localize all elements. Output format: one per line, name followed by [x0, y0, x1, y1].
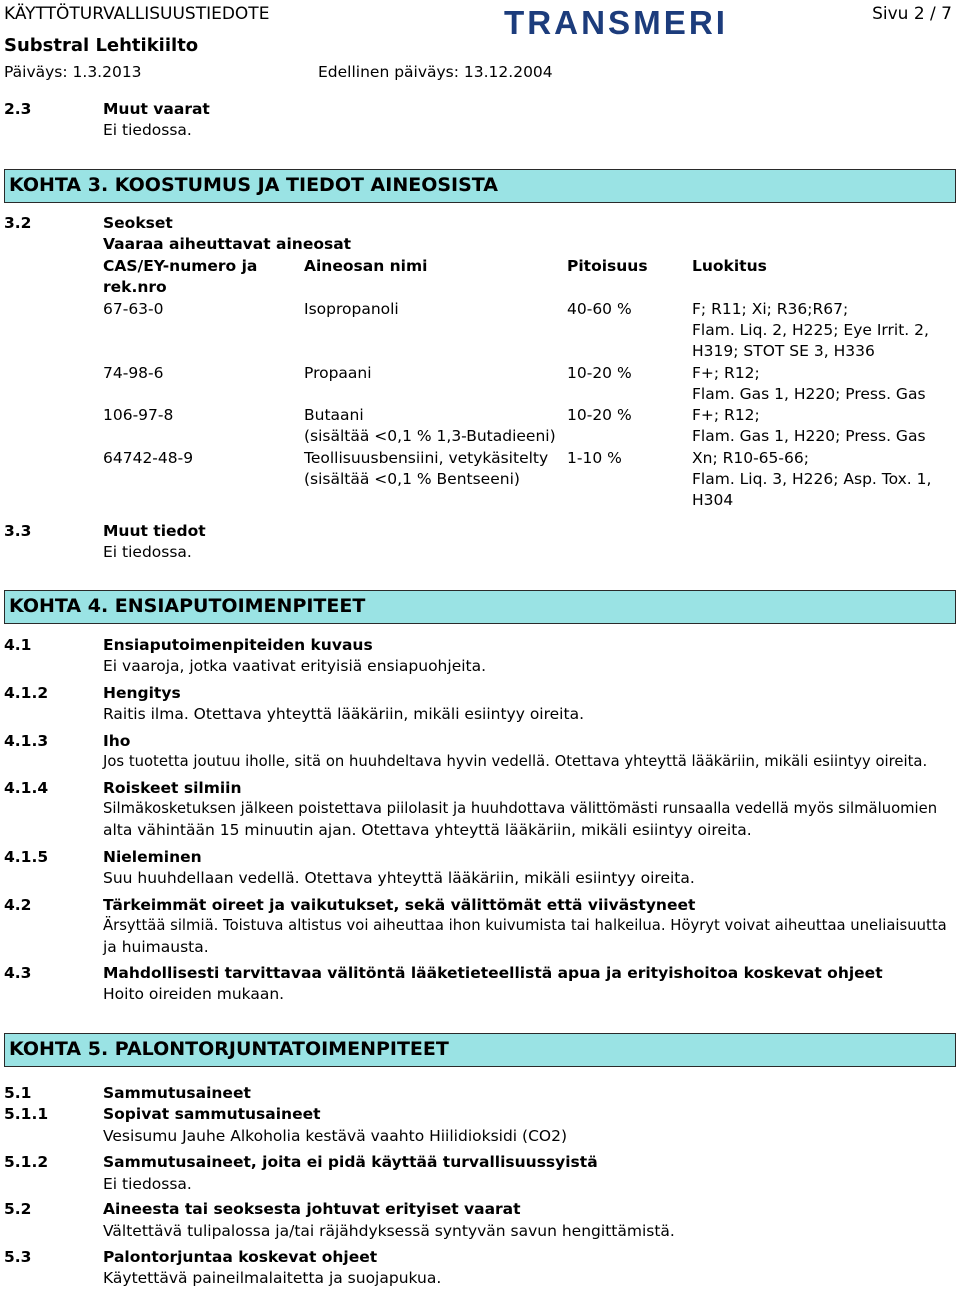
section-number: 4.1.5: [4, 848, 49, 866]
classification: F; R11; Xi; R36;R67;: [692, 300, 849, 318]
section-title: Sammutusaineet, joita ei pidä käyttää turvallisuussyistä: [103, 1153, 598, 1171]
ingredient-name: Propaani: [304, 364, 372, 382]
col-header-concentration: Pitoisuus: [567, 257, 648, 275]
col-header-name: Aineosan nimi: [304, 257, 428, 275]
section-text: Vesisumu Jauhe Alkoholia kestävä vaahto Hiilidioksidi (CO2): [103, 1127, 568, 1145]
section-text: Hoito oireiden mukaan.: [103, 985, 285, 1003]
section-number: 3.3: [4, 522, 32, 540]
section-text: Vältettävä tulipalossa ja/tai räjähdyksessä syntyvän savun hengittämistä.: [103, 1222, 675, 1240]
col-header-cas-2: rek.nro: [103, 278, 167, 296]
classification: Flam. Liq. 2, H225; Eye Irrit. 2,: [692, 321, 929, 339]
ingredient-note: (sisältää <0,1 % 1,3-Butadieeni): [304, 427, 556, 445]
classification: Xn; R10-65-66;: [692, 449, 809, 467]
section-text: Ei vaaroja, jotka vaativat erityisiä ensiapuohjeita.: [103, 657, 487, 675]
section-title: Seokset: [103, 214, 173, 232]
section-number: 4.3: [4, 964, 32, 982]
section-5-heading: KOHTA 5. PALONTORJUNTATOIMENPITEET: [9, 1038, 449, 1060]
transmeri-logo: [502, 4, 730, 40]
section-text: Jos tuotetta joutuu iholle, sitä on huuhdeltava hyvin vedellä. Otettava yhteyttä lääkäriin, mikäli esiintyy oireita.: [103, 753, 928, 770]
col-header-cas: CAS/EY-numero ja: [103, 257, 258, 275]
section-title: Iho: [103, 732, 131, 750]
section-5-heading-bar: [4, 1033, 956, 1067]
section-text: alta vähintään 15 minuutin ajan. Otettava yhteyttä lääkäriin, mikäli esiintyy oireita.: [103, 821, 752, 839]
cas-number: 74-98-6: [103, 364, 164, 382]
section-title: Ensiaputoimenpiteiden kuvaus: [103, 636, 373, 654]
previous-date: Edellinen päiväys: 13.12.2004: [318, 63, 553, 81]
concentration: 1-10 %: [567, 449, 622, 467]
section-title: Roiskeet silmiin: [103, 779, 242, 797]
section-number: 3.2: [4, 214, 32, 232]
section-number: 4.1.2: [4, 684, 49, 702]
section-number: 5.3: [4, 1248, 32, 1266]
section-title: Aineesta tai seoksesta johtuvat erityiset vaarat: [103, 1200, 521, 1218]
section-subtitle: Vaaraa aiheuttavat aineosat: [103, 235, 352, 253]
section-text: Ei tiedossa.: [103, 121, 192, 139]
section-number: 5.1.2: [4, 1153, 49, 1171]
classification: F+; R12;: [692, 406, 760, 424]
transmeri-logo-text: TRANSMERI: [504, 4, 728, 40]
classification: Flam. Gas 1, H220; Press. Gas: [692, 427, 926, 445]
section-title: Muut vaarat: [103, 100, 210, 118]
section-text: Silmäkosketuksen jälkeen poistettava piilolasit ja huuhdottava välittömästi runsaalla vedellä myös silmäluomien: [103, 800, 938, 817]
concentration: 40-60 %: [567, 300, 632, 318]
section-title: Tärkeimmät oireet ja vaikutukset, sekä välittömät että viivästyneet: [103, 896, 696, 914]
section-title: Palontorjuntaa koskevat ohjeet: [103, 1248, 378, 1266]
section-number: 4.1: [4, 636, 32, 654]
classification: H304: [692, 491, 734, 509]
section-text: Ärsyttää silmiä. Toistuva altistus voi aiheuttaa ihon kuivumista tai halkeilua. Höyryt voivat aiheuttaa uneliaisuutta: [103, 917, 947, 934]
ingredient-name: Butaani: [304, 406, 364, 424]
section-text: Suu huuhdellaan vedellä. Otettava yhteyttä lääkäriin, mikäli esiintyy oireita.: [103, 869, 695, 887]
classification: Flam. Gas 1, H220; Press. Gas: [692, 385, 926, 403]
section-4-heading: KOHTA 4. ENSIAPUTOIMENPITEET: [9, 595, 366, 617]
section-number: 5.1: [4, 1084, 32, 1102]
section-number: 5.1.1: [4, 1105, 49, 1123]
section-title: Muut tiedot: [103, 522, 206, 540]
page-number: Sivu 2 / 7: [872, 4, 952, 24]
section-3-heading-bar: [4, 169, 956, 203]
col-header-classification: Luokitus: [692, 257, 767, 275]
ingredient-note: (sisältää <0,1 % Bentseeni): [304, 470, 520, 488]
section-number: 2.3: [4, 100, 32, 118]
ingredient-name: Teollisuusbensiini, vetykäsitelty: [304, 449, 549, 467]
section-number: 4.1.4: [4, 779, 49, 797]
section-title: Mahdollisesti tarvittavaa välitöntä lääketieteellistä apua ja erityishoitoa koskevat ohjeet: [103, 964, 883, 982]
cas-number: 67-63-0: [103, 300, 164, 318]
section-number: 4.2: [4, 896, 32, 914]
section-title: Sopivat sammutusaineet: [103, 1105, 321, 1123]
document-date: Päiväys: 1.3.2013: [4, 63, 142, 81]
section-text: Käytettävä paineilmalaitetta ja suojapukua.: [103, 1269, 442, 1287]
section-number: 4.1.3: [4, 732, 49, 750]
section-number: 5.2: [4, 1200, 32, 1218]
concentration: 10-20 %: [567, 406, 632, 424]
classification: Flam. Liq. 3, H226; Asp. Tox. 1,: [692, 470, 932, 488]
section-text: Ei tiedossa.: [103, 543, 192, 561]
ingredient-name: Isopropanoli: [304, 300, 399, 318]
section-title: Hengitys: [103, 684, 181, 702]
section-4-heading-bar: [4, 590, 956, 624]
section-text: ja huimausta.: [103, 938, 209, 956]
classification: F+; R12;: [692, 364, 760, 382]
section-title: Sammutusaineet: [103, 1084, 251, 1102]
cas-number: 106-97-8: [103, 406, 174, 424]
product-name: Substral Lehtikiilto: [4, 35, 199, 56]
section-text: Raitis ilma. Otettava yhteyttä lääkäriin, mikäli esiintyy oireita.: [103, 705, 584, 723]
section-title: Nieleminen: [103, 848, 202, 866]
section-text: Ei tiedossa.: [103, 1175, 192, 1193]
classification: H319; STOT SE 3, H336: [692, 342, 875, 360]
section-3-heading: KOHTA 3. KOOSTUMUS JA TIEDOT AINEOSISTA: [9, 174, 498, 196]
concentration: 10-20 %: [567, 364, 632, 382]
cas-number: 64742-48-9: [103, 449, 194, 467]
document-title: KÄYTTÖTURVALLISUUSTIEDOTE: [4, 4, 270, 24]
